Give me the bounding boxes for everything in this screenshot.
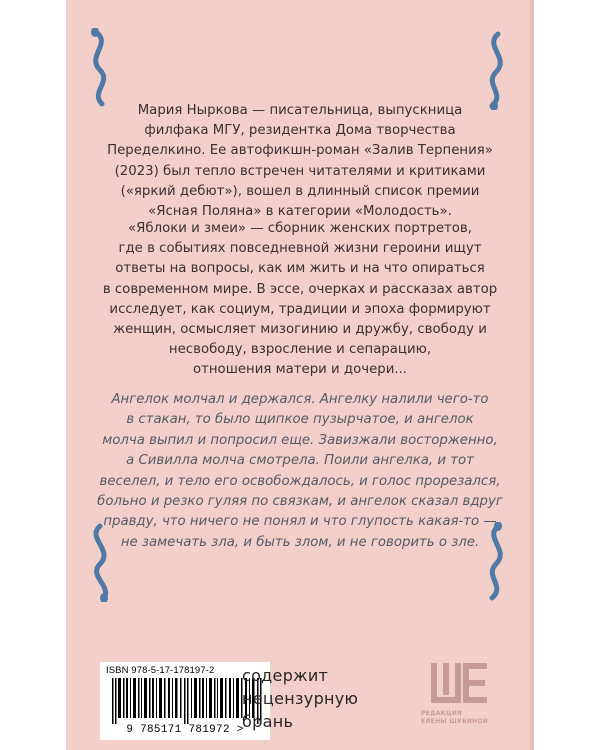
barcode-bars (112, 678, 262, 724)
publisher-logo (421, 660, 501, 744)
barcode-digits: 9 785171 781972 > (126, 724, 244, 736)
snake-top-left-icon (86, 28, 120, 108)
publisher-logo-icon (428, 660, 490, 706)
back-cover (66, 0, 534, 750)
warning-line-3: брань (242, 712, 294, 731)
publisher-name (421, 710, 501, 726)
snake-top-right-icon (478, 30, 512, 110)
warning-line-1: содержит (242, 666, 329, 685)
publisher-name-line-1: РЕДАКЦИЯ (421, 710, 462, 717)
warning-line-2: нецензурную (242, 689, 359, 708)
isbn-label: ISBN 978-5-17-178197-2 (106, 665, 215, 676)
author-bio: Мария Ныркова — писательница, выпускница филфака МГУ, резидентка Дома творчества Переделкино. Ее автофикшн-роман «Залив Терпения» (2023) был тепло встречен читателями и критиками («яркий дебют»), вошел в длинный список премии «Ясная Поляна» в категории «Молодость». (107, 103, 493, 220)
publisher-name-line-2: ЕЛЕНЫ ШУБИНОЙ (421, 718, 489, 725)
book-excerpt: Ангелок молчал и держался. Ангелку налили чего-то в стакан, то было щипкое пузырчатое, и ангелок молча выпил и попросил еще. Завизжали восторженно, а Сивилла молча смотрела. Поили ангелка, и тот веселел, и тело его освобождалось, и голос прорезался, больно и резко гуляя по связкам, и ангелок сказал вдруг правду, что ничего не понял и что глупость какая-то — не замечать зла, и быть злом, и не говорить о зле. (97, 392, 503, 550)
book-summary: «Яблоки и змеи» — сборник женских портретов, где в событиях повседневной жизни героини ищут ответы на вопросы, как им жить и на что опираться в современном мире. В эссе, очерках и рассказах автор исследует, как социум, традиции и эпоха формируют женщин, осмысляет мизогинию и дружбу, свободу и несвободу, взросление и сепарацию, отношения матери и дочери... (102, 221, 498, 378)
content-warning (242, 664, 412, 733)
